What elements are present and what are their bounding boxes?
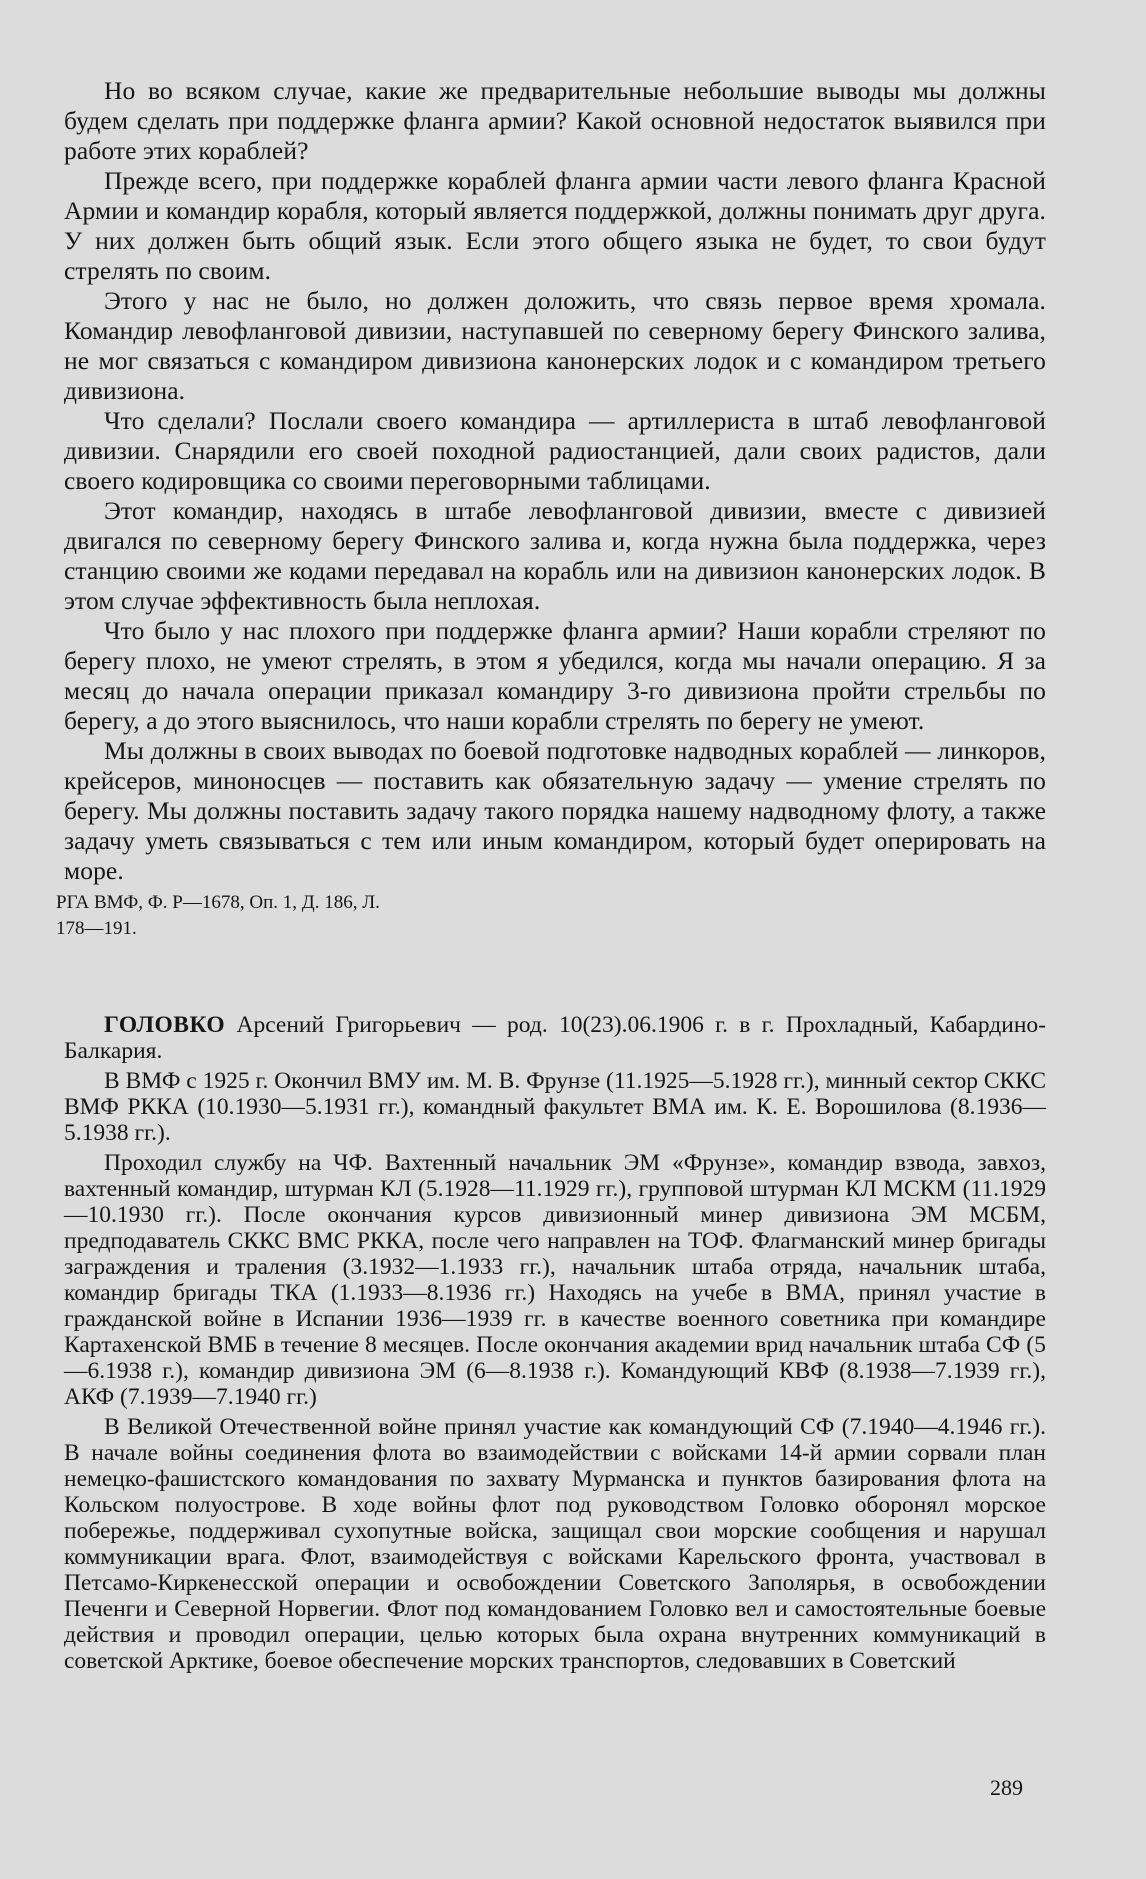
page-number: 289 <box>990 1775 1023 1800</box>
biography-heading-rest: Арсений Григорьевич — род. 10(23).06.1906 г. в г. Прохладный, Кабардино-Балкария. <box>64 1012 1046 1064</box>
archive-source-reference <box>56 890 556 942</box>
speech-paragraph: Этого у нас не было, но должен доложить, что связь первое время хромала. Командир левофланговой дивизии, наступавшей по северному берегу Финского залива, не мог связаться с командиром дивизиона канонерских лодок и с командиром третьего дивизиона. <box>64 286 1046 405</box>
biography-surname: ГОЛОВКО <box>104 1012 226 1038</box>
speech-paragraph: Что сделали? Послали своего командира — артиллериста в штаб левофланговой дивизии. Снарядили его своей походной радиостанцией, дали своих радистов, дали своего кодировщика со своими переговорными таблицами. <box>64 406 1046 495</box>
speech-paragraph: Но во всяком случае, какие же предварительные небольшие выводы мы должны будем сделать при поддержке фланга армии? Какой основной недостаток выявился при работе этих кораблей? <box>64 76 1046 165</box>
source-line: РГА ВМФ, Ф. Р—1678, Оп. 1, Д. 186, Л. <box>56 892 380 913</box>
biography-paragraph: В ВМФ с 1925 г. Окончил ВМУ им. М. В. Фрунзе (11.1925—5.1928 гг.), минный сектор СККС ВМФ РККА (10.1930—5.1931 гг.), командный факультет ВМА им. К. Е. Ворошилова (8.1936—5.1938 гг.). <box>64 1068 1046 1146</box>
speech-paragraph: Мы должны в своих выводах по боевой подготовке надводных кораблей — линкоров, крейсеров, миноносцев — поставить как обязательную задачу — умение стрелять по берегу. Мы должны поставить задачу такого порядка нашему надводному флоту, а также задачу уметь связываться с тем или иным командиром, который будет оперировать на море. <box>64 736 1046 885</box>
biography-paragraph: В Великой Отечественной войне принял участие как командующий СФ (7.1940—4.1946 гг.). В начале войны соединения флота во взаимодействии с войсками 14-й армии сорвали план немецко-фашистского командования по захвату Мурманска и пунктов базирования флота на Кольском полуострове. В ходе войны флот под руководством Головко оборонял морское побережье, поддерживал сухопутные войска, защищал свои морские сообщения и нарушал коммуникации врага. Флот, взаимодействуя с войсками Карельского фронта, участвовал в Петсамо-Киркенесской операции и освобождении Советского Заполярья, в освобождении Печенги и Северной Норвегии. Флот под командованием Головко вел и самостоятельные боевые действия и проводил операции, целью которых была охрана внутренних коммуникаций в советской Арктике, боевое обеспечение морских транспортов, следовавших в Советский <box>64 1414 1046 1674</box>
speech-paragraph: Прежде всего, при поддержке кораблей фланга армии части левого фланга Красной Армии и командир корабля, который является поддержкой, должны понимать друг друга. У них должен быть общий язык. Если этого общего языка не будет, то свои будут стрелять по своим. <box>64 166 1046 285</box>
speech-paragraph: Этот командир, находясь в штабе левофланговой дивизии, вместе с дивизией двигался по северному берегу Финского залива и, когда нужна была поддержка, через станцию своими же кодами передавал на корабль или на дивизион канонерских лодок. В этом случае эффективность была неплохая. <box>64 496 1046 615</box>
biography-heading <box>64 1012 1046 1064</box>
biography-entry <box>64 1012 1046 1674</box>
speech-paragraph: Что было у нас плохого при поддержке фланга армии? Наши корабли стреляют по берегу плохо, не умеют стрелять, в этом я убедился, когда мы начали операцию. Я за месяц до начала операции приказал командиру 3-го дивизиона пройти стрельбы по берегу, а до этого выяснилось, что наши корабли стрелять по берегу не умеют. <box>64 616 1046 735</box>
source-line: 178—191. <box>56 918 137 939</box>
biography-paragraph: Проходил службу на ЧФ. Вахтенный начальник ЭМ «Фрунзе», командир взвода, завхоз, вахтенный командир, штурман КЛ (5.1928—11.1929 гг.), групповой штурман КЛ МСКМ (11.1929—10.1930 гг.). После окончания курсов дивизионный минер дивизиона ЭМ МСБМ, предподаватель СККС ВМС РККА, после чего направлен на ТОФ. Флагманский минер бригады заграждения и траления (3.1932—1.1933 гг.), начальник штаба отряда, начальник штаба, командир бригады ТКА (1.1933—8.1936 гг.) Находясь на учебе в ВМА, принял участие в гражданской войне в Испании 1936—1939 гг. в качестве военного советника при командире Картахенской ВМБ в течение 8 месяцев. После окончания академии врид начальник штаба СФ (5—6.1938 г.), командир дивизиона ЭМ (6—8.1938 г.). Командующий КВФ (8.1938—7.1939 гг.), АКФ (7.1939—7.1940 гг.) <box>64 1150 1046 1410</box>
speech-text <box>64 76 1046 886</box>
